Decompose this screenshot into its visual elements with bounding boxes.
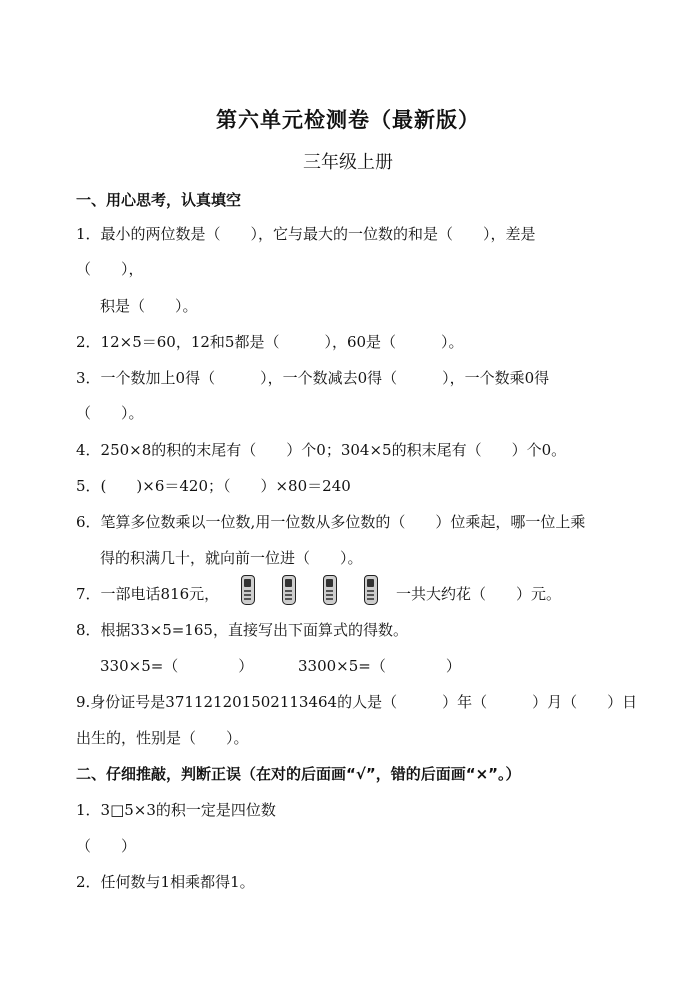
question-1-line2: （ ）， bbox=[76, 260, 144, 278]
judge-question-1-answer: （ ） bbox=[76, 837, 137, 855]
question-1-line1: 1．最小的两位数是（ ），它与最大的一位数的和是（ ），差是 bbox=[76, 225, 536, 243]
question-3-line2: （ ）。 bbox=[76, 404, 144, 422]
question-6-line1: 6．笔算多位数乘以一位数,用一位数从多位数的（ ）位乘起，哪一位上乘 bbox=[76, 513, 586, 531]
judge-question-2: 2．任何数与1相乘都得1。 bbox=[76, 873, 255, 891]
question-5: 5．( )×6＝420；（ ）×80＝240 bbox=[76, 477, 351, 495]
page-subtitle: 三年级上册 bbox=[303, 152, 393, 173]
question-6-line2: 得的积满几十，就向前一位进（ ）。 bbox=[100, 549, 363, 567]
section1-heading: 一、用心思考，认真填空 bbox=[76, 191, 242, 209]
phone-icon bbox=[282, 575, 296, 605]
question-7-part1: 7．一部电话816元， bbox=[76, 585, 220, 603]
page-title: 第六单元检测卷（最新版） bbox=[216, 108, 480, 132]
question-8-item-b: 3300×5=（ ） bbox=[298, 657, 461, 675]
section2-heading: 二、仔细推敲，判断正误（在对的后面画“√”，错的后面画“×”。） bbox=[76, 765, 521, 783]
question-9-line1: 9.身份证号是371121201502113464的人是（ ）年（ ）月（ ）日 bbox=[76, 693, 638, 711]
question-8-item-a: 330×5=（ ） bbox=[100, 657, 254, 675]
question-9-line2: 出生的，性别是（ ）。 bbox=[76, 729, 249, 747]
phone-icon bbox=[241, 575, 255, 605]
phone-icon bbox=[364, 575, 378, 605]
question-8: 8．根据33×5=165，直接写出下面算式的得数。 bbox=[76, 621, 408, 639]
phone-icon bbox=[323, 575, 337, 605]
question-3-line1: 3．一个数加上0得（ ），一个数减去0得（ ），一个数乘0得 bbox=[76, 369, 550, 387]
question-4: 4．250×8的积的末尾有（ ）个0；304×5的积末尾有（ ）个0。 bbox=[76, 441, 567, 459]
judge-question-1: 1．3□5×3的积一定是四位数 bbox=[76, 801, 276, 819]
question-1-line3: 积是（ ）。 bbox=[100, 297, 198, 315]
phone-images bbox=[241, 575, 405, 605]
question-7-part2: 一共大约花（ ）元。 bbox=[396, 585, 562, 603]
question-2: 2．12×5＝60，12和5都是（ ），60是（ ）。 bbox=[76, 333, 464, 351]
